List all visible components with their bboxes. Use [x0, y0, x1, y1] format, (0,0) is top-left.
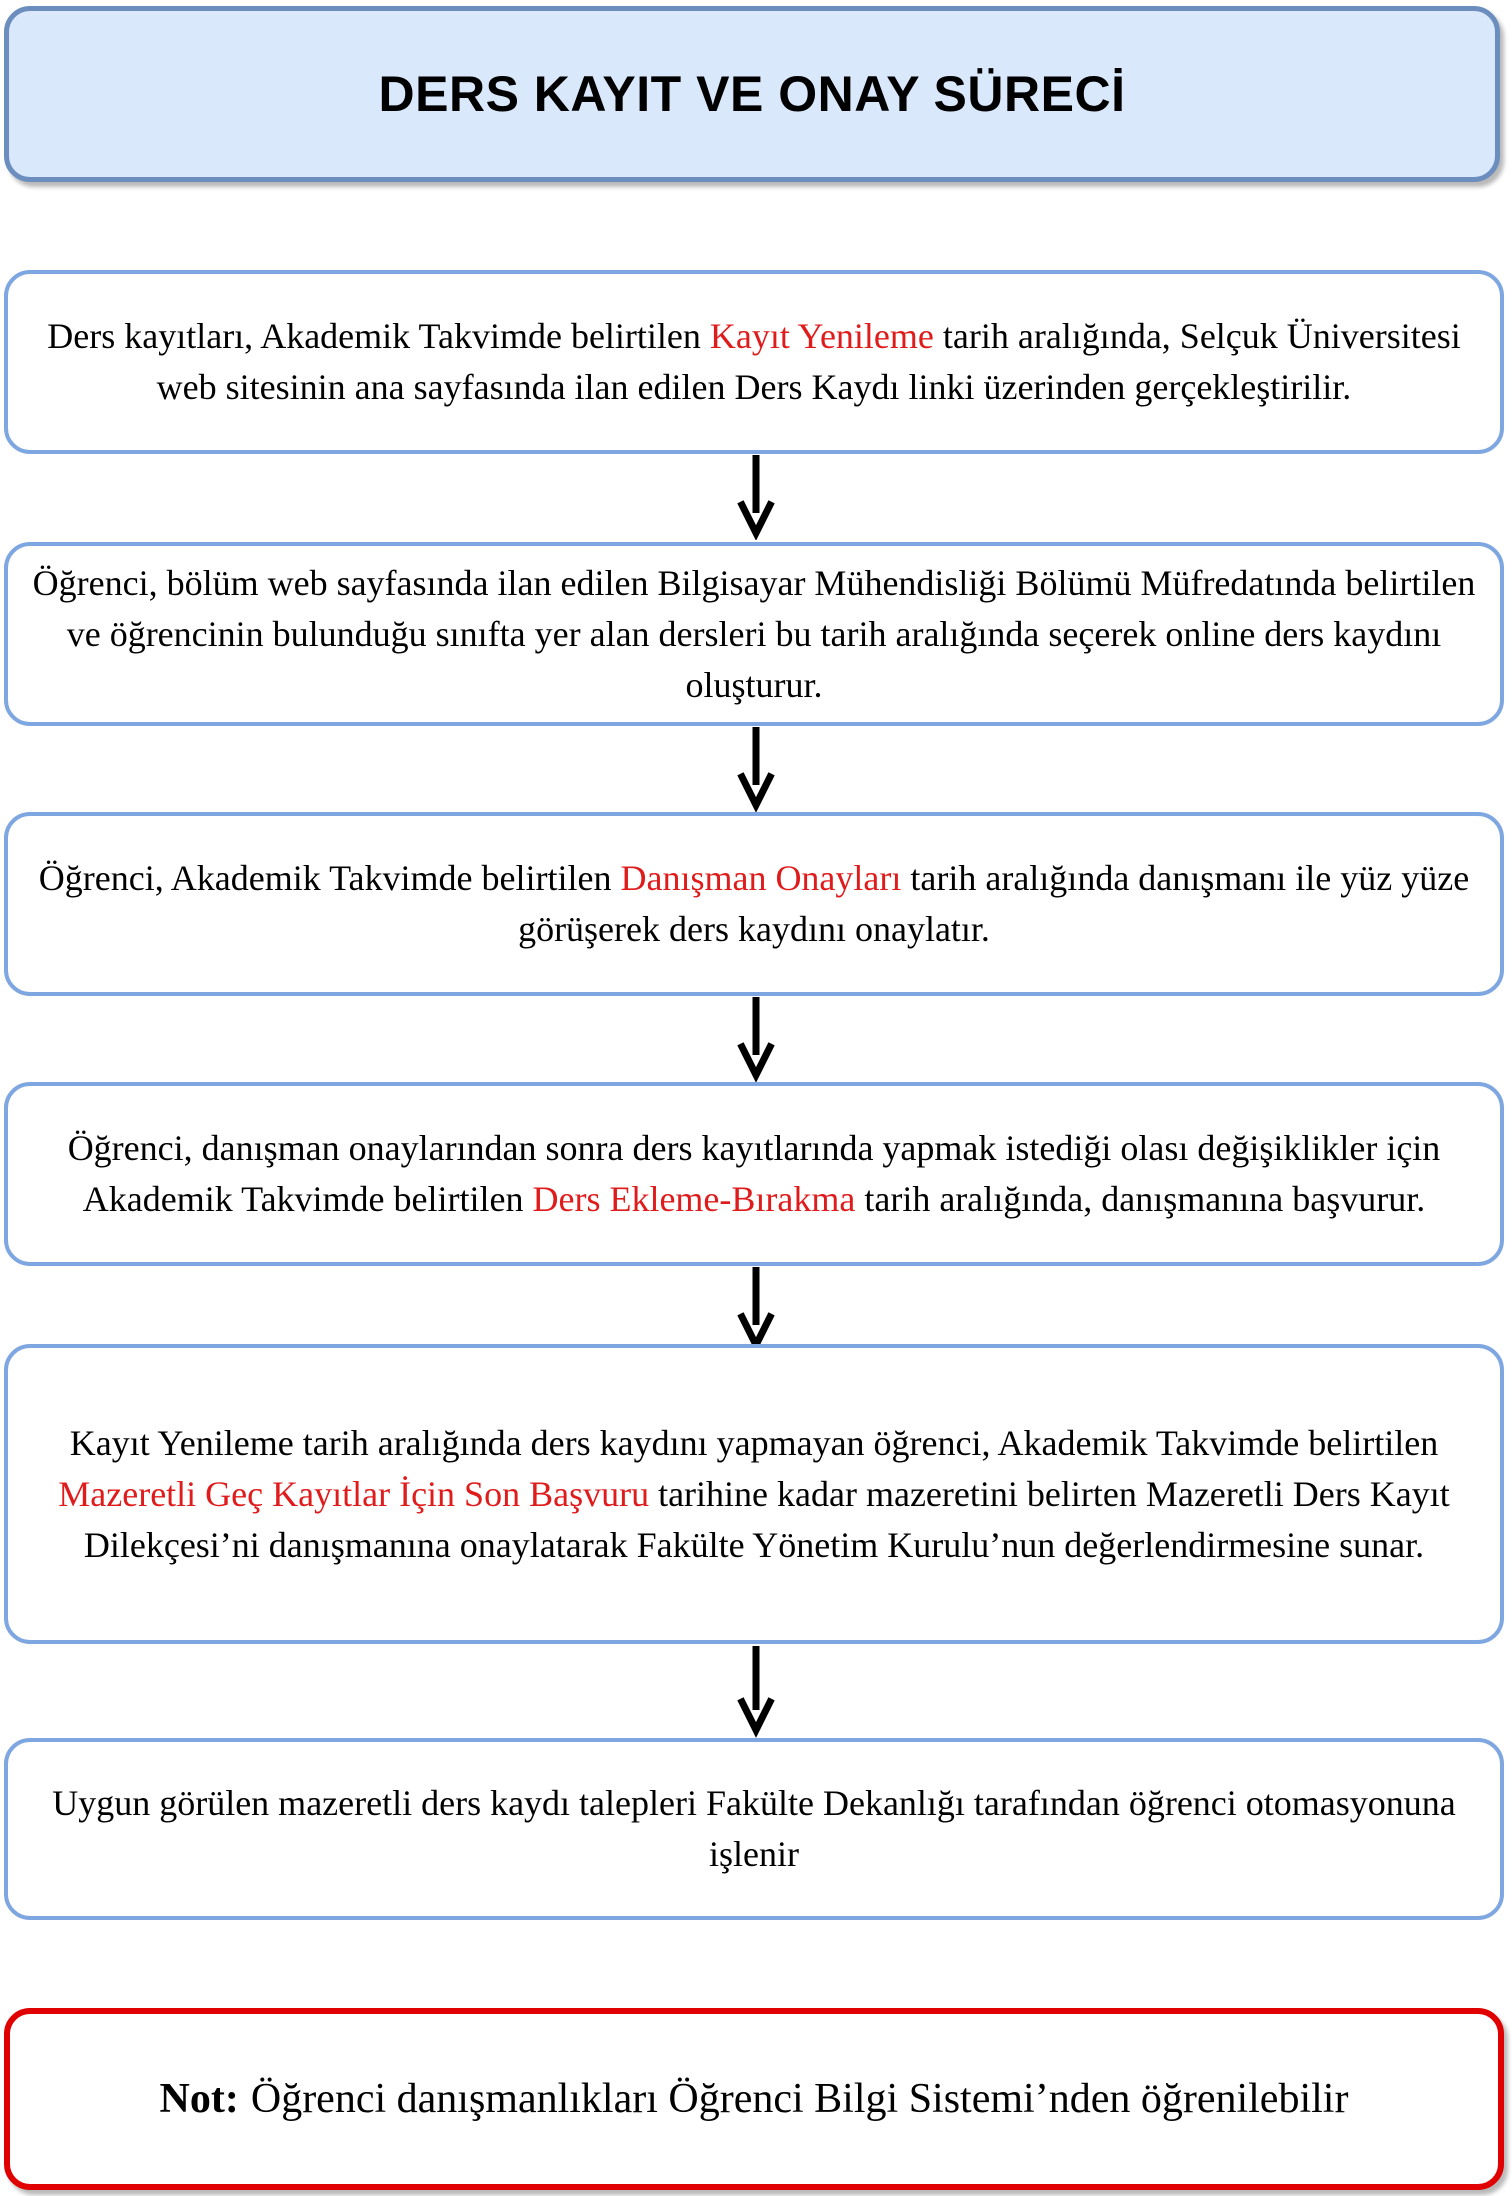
step-6-text: Uygun görülen mazeretli ders kaydı talepleri Fakülte Dekanlığı tarafından öğrenci otomasyonuna işlenir	[52, 1783, 1456, 1874]
arrow-2	[736, 727, 776, 812]
step-4-text: Öğrenci, danışman onaylarından sonra ders kayıtlarında yapmak istediği olası değişiklikler için Akademik Takvimde belirtilen Ders Ekleme-Bırakma tarih aralığında, danışmanına başvurur.	[67, 1128, 1441, 1219]
step-5-text: Kayıt Yenileme tarih aralığında ders kaydını yapmayan öğrenci, Akademik Takvimde belirtilen Mazeretli Geç Kayıtlar İçin Son Başvuru tarihine kadar mazeretini belirten Mazeretli Ders Kayıt Dilekçesi’ni danışmanına onaylatarak Fakülte Yönetim Kurulu’nun değerlendirmesine sunar.	[58, 1422, 1450, 1565]
step-2-box	[4, 542, 1504, 726]
step-1-highlight: Kayıt Yenileme	[709, 316, 934, 356]
step-4-highlight: Ders Ekleme-Bırakma	[532, 1179, 856, 1219]
step-1-box	[4, 270, 1504, 454]
note-label: Not:	[159, 2076, 239, 2122]
step-1-text: Ders kayıtları, Akademik Takvimde belirtilen Kayıt Yenileme tarih aralığında, Selçuk Üniversitesi web sitesinin ana sayfasında ilan edilen Ders Kaydı linki üzerinden gerçekleştirilir.	[47, 316, 1461, 407]
step-3-highlight: Danışman Onayları	[620, 858, 902, 898]
step-4-box	[4, 1082, 1504, 1266]
step-6-box	[4, 1738, 1504, 1920]
step-3-text: Öğrenci, Akademik Takvimde belirtilen Danışman Onayları tarih aralığında danışmanı ile yüz yüze görüşerek ders kaydını onaylatır.	[38, 858, 1470, 949]
step-3-box	[4, 812, 1504, 996]
step-2-text: Öğrenci, bölüm web sayfasında ilan edilen Bilgisayar Mühendisliği Bölümü Müfredatında belirtilen ve öğrencinin bulunduğu sınıfta yer alan dersleri bu tarih aralığında seçerek online ders kaydını oluşturur.	[32, 562, 1476, 705]
note-box	[4, 2008, 1504, 2190]
step-5-highlight: Mazeretli Geç Kayıtlar İçin Son Başvuru	[58, 1473, 650, 1514]
title-banner	[4, 6, 1500, 182]
arrow-5	[736, 1646, 776, 1738]
note-text: Öğrenci danışmanlıkları Öğrenci Bilgi Sistemi’nden öğrenilebilir	[250, 2076, 1349, 2122]
step-5-box	[4, 1344, 1504, 1644]
arrow-1	[736, 455, 776, 540]
arrow-4	[736, 1267, 776, 1352]
diagram-title: DERS KAYIT VE ONAY SÜRECİ	[378, 66, 1126, 122]
arrow-3	[736, 997, 776, 1082]
